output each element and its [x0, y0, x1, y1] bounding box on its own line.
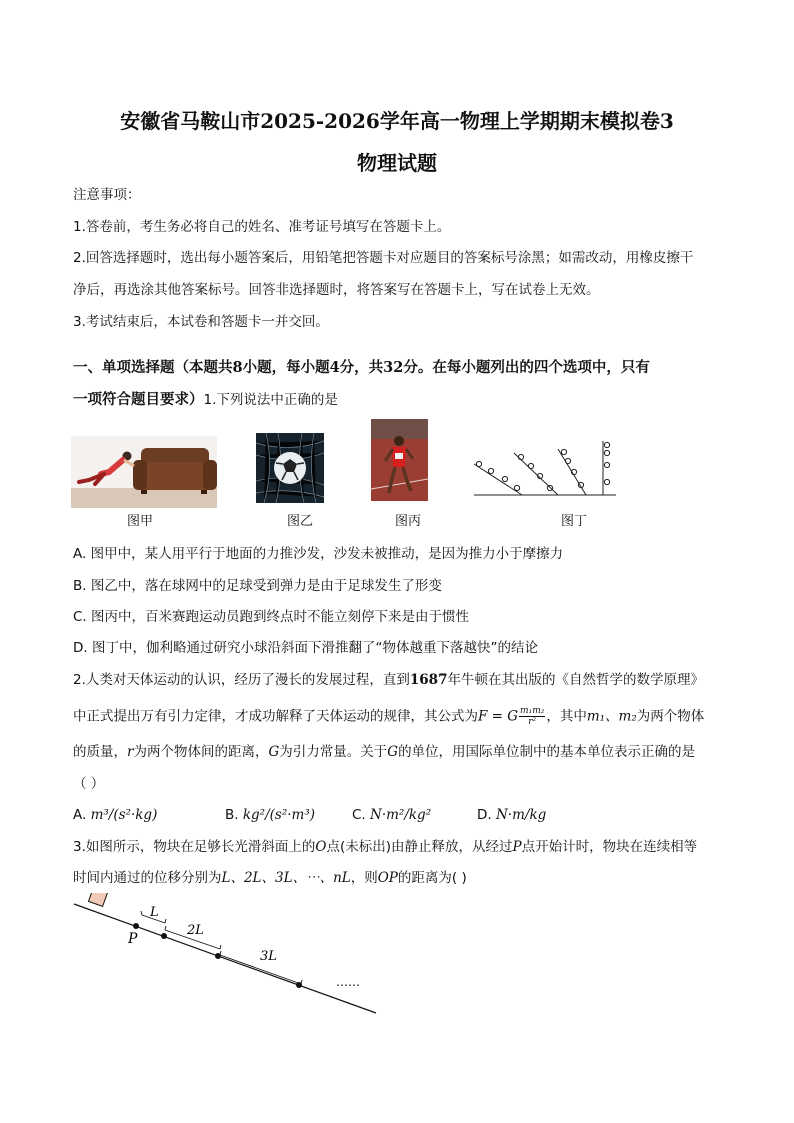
q1-option-c: C. 图丙中，百米赛跑运动员跑到终点时不能立刻停下来是由于惯性 [73, 609, 470, 625]
q2-line-3-mid2: 为引力常量。关于 [279, 744, 388, 760]
q2-option-a-unit: m³/(s²·kg) [90, 807, 158, 823]
q3-line-1-end: 点开始计时，物块在连续相等 [521, 839, 698, 855]
figure-jia-sofa-image [71, 436, 217, 508]
notes-item-1: 1.答卷前，考生务必将自己的姓名、准考证号填写在答题卡上。 [73, 219, 451, 235]
figure-bing-sprinter-image [371, 419, 428, 501]
q2-formula-numerator: m₁m₂ [520, 706, 545, 716]
notes-heading: 注意事项： [73, 187, 141, 203]
q2-option-d-unit: N·m/kg [495, 807, 547, 823]
caption-yi: 图乙 [287, 514, 314, 529]
q2-var-r: r [127, 744, 134, 760]
figure-yi-soccer-net-image [256, 433, 324, 503]
caption-bing: 图丙 [395, 514, 422, 529]
q2-line-3-mid: 为两个物体间的距离， [133, 744, 269, 760]
q3-line-2-end: 的距离为( ) [397, 870, 467, 886]
point-2-dot [161, 933, 167, 939]
q2-option-c [352, 805, 431, 825]
incline-surface [74, 904, 376, 1013]
q3-point-p: P [512, 839, 522, 855]
q2-option-d [477, 805, 546, 825]
q2-line-3-end: 的单位，用国际单位制中的基本单位表示正确的是 [398, 744, 696, 760]
q2-line-1-post: 年牛顿在其出版的《自然哲学的数学原理》 [447, 672, 704, 688]
notes-item-2-line-1: 2.回答选择题时，选出每小题答案后，用铅笔把答题卡对应题目的答案标号涂黑；如需改动，用橡皮擦干 [73, 250, 694, 266]
q2-var-g-2: G [387, 744, 399, 760]
q2-option-b-letter: B. [225, 807, 239, 823]
q2-line-1 [73, 670, 704, 690]
q2-line-2-post: ，其中 [546, 708, 587, 725]
notes-item-2-line-2: 净后，再选涂其他答案标号。回答非选择题时，将答案写在答题卡上，写在试卷上无效。 [73, 282, 600, 298]
section-heading-line-2: 一项符合题目要求） [73, 391, 204, 408]
page-subtitle: 物理试题 [357, 151, 437, 175]
figure-ding-galileo-inclines-diagram [472, 439, 616, 497]
q3-line-2-mid: ，则 [350, 870, 378, 886]
q3-line-2 [73, 868, 467, 888]
q1-option-a: A. 图甲中，某人用平行于地面的力推沙发，沙发未被推动，是因为推力小于摩擦力 [73, 546, 564, 562]
section-heading-line-1: 一、单项选择题（本题共8小题，每小题4分，共32分。在每小题列出的四个选项中，只有 [73, 359, 650, 376]
q3-sequence: L、2L、3L、⋯、nL [221, 870, 351, 886]
q2-line-2 [73, 706, 704, 727]
q2-line-2-end: 为两个物体 [636, 708, 705, 725]
q3-op: OP [377, 870, 398, 886]
q2-formula-denominator: r² [528, 717, 537, 727]
q2-line-2-pre: 中正式提出万有引力定律，才成功解释了天体运动的规律，其公式为 [73, 708, 478, 725]
q2-option-c-unit: N·m²/kg² [370, 807, 432, 823]
section-heading-line-2-row [73, 388, 338, 410]
q1-option-b: B. 图乙中，落在球网中的足球受到弹力是由于足球发生了形变 [73, 578, 442, 594]
q3-point-o: O [315, 839, 327, 855]
q1-option-d: D. 图丁中，伽利略通过研究小球沿斜面下滑推翻了“物体越重下落越快”的结论 [73, 640, 538, 656]
q2-mass-vars: m₁、m₂ [586, 708, 637, 725]
q3-line-2-pre: 时间内通过的位移分别为 [73, 870, 222, 886]
q2-formula-lhs: F = G [478, 708, 519, 725]
label-ellipsis: …… [336, 975, 360, 989]
q2-option-b [225, 805, 315, 825]
label-segment-l: L [150, 905, 159, 920]
q2-option-c-letter: C. [352, 807, 366, 823]
label-segment-2l: 2L [187, 923, 204, 938]
q2-year: 1687 [409, 672, 448, 688]
q3-incline-diagram [70, 893, 380, 1017]
caption-jia: 图甲 [127, 514, 154, 529]
q2-option-a [73, 805, 157, 825]
sliding-block [88, 893, 107, 906]
caption-ding: 图丁 [561, 514, 588, 529]
q2-var-g: G [268, 744, 280, 760]
label-segment-3l: 3L [260, 949, 277, 964]
q2-option-a-letter: A. [73, 807, 87, 823]
q2-formula-fraction [519, 706, 545, 727]
q1-stem: 1.下列说法中正确的是 [203, 392, 338, 408]
q3-line-1 [73, 837, 697, 857]
point-p-dot [133, 923, 139, 929]
label-p: P [128, 931, 138, 947]
q3-line-1-mid: 点(未标出)由静止释放，从经过 [326, 839, 513, 855]
q2-option-d-letter: D. [477, 807, 492, 823]
q2-line-3 [73, 742, 695, 762]
q2-line-3-pre: 的质量， [73, 744, 127, 760]
q2-line-1-pre: 2.人类对天体运动的认识，经历了漫长的发展过程，直到 [73, 672, 410, 688]
q3-line-1-pre: 3.如图所示，物块在足够长光滑斜面上的 [73, 839, 316, 855]
q2-answer-blank: （ ） [73, 776, 105, 792]
q2-option-b-unit: kg²/(s²·m³) [242, 807, 316, 823]
page-title: 安徽省马鞍山市2025-2026学年高一物理上学期期末模拟卷3 [120, 109, 674, 133]
notes-item-3: 3.考试结束后，本试卷和答题卡一并交回。 [73, 314, 329, 330]
